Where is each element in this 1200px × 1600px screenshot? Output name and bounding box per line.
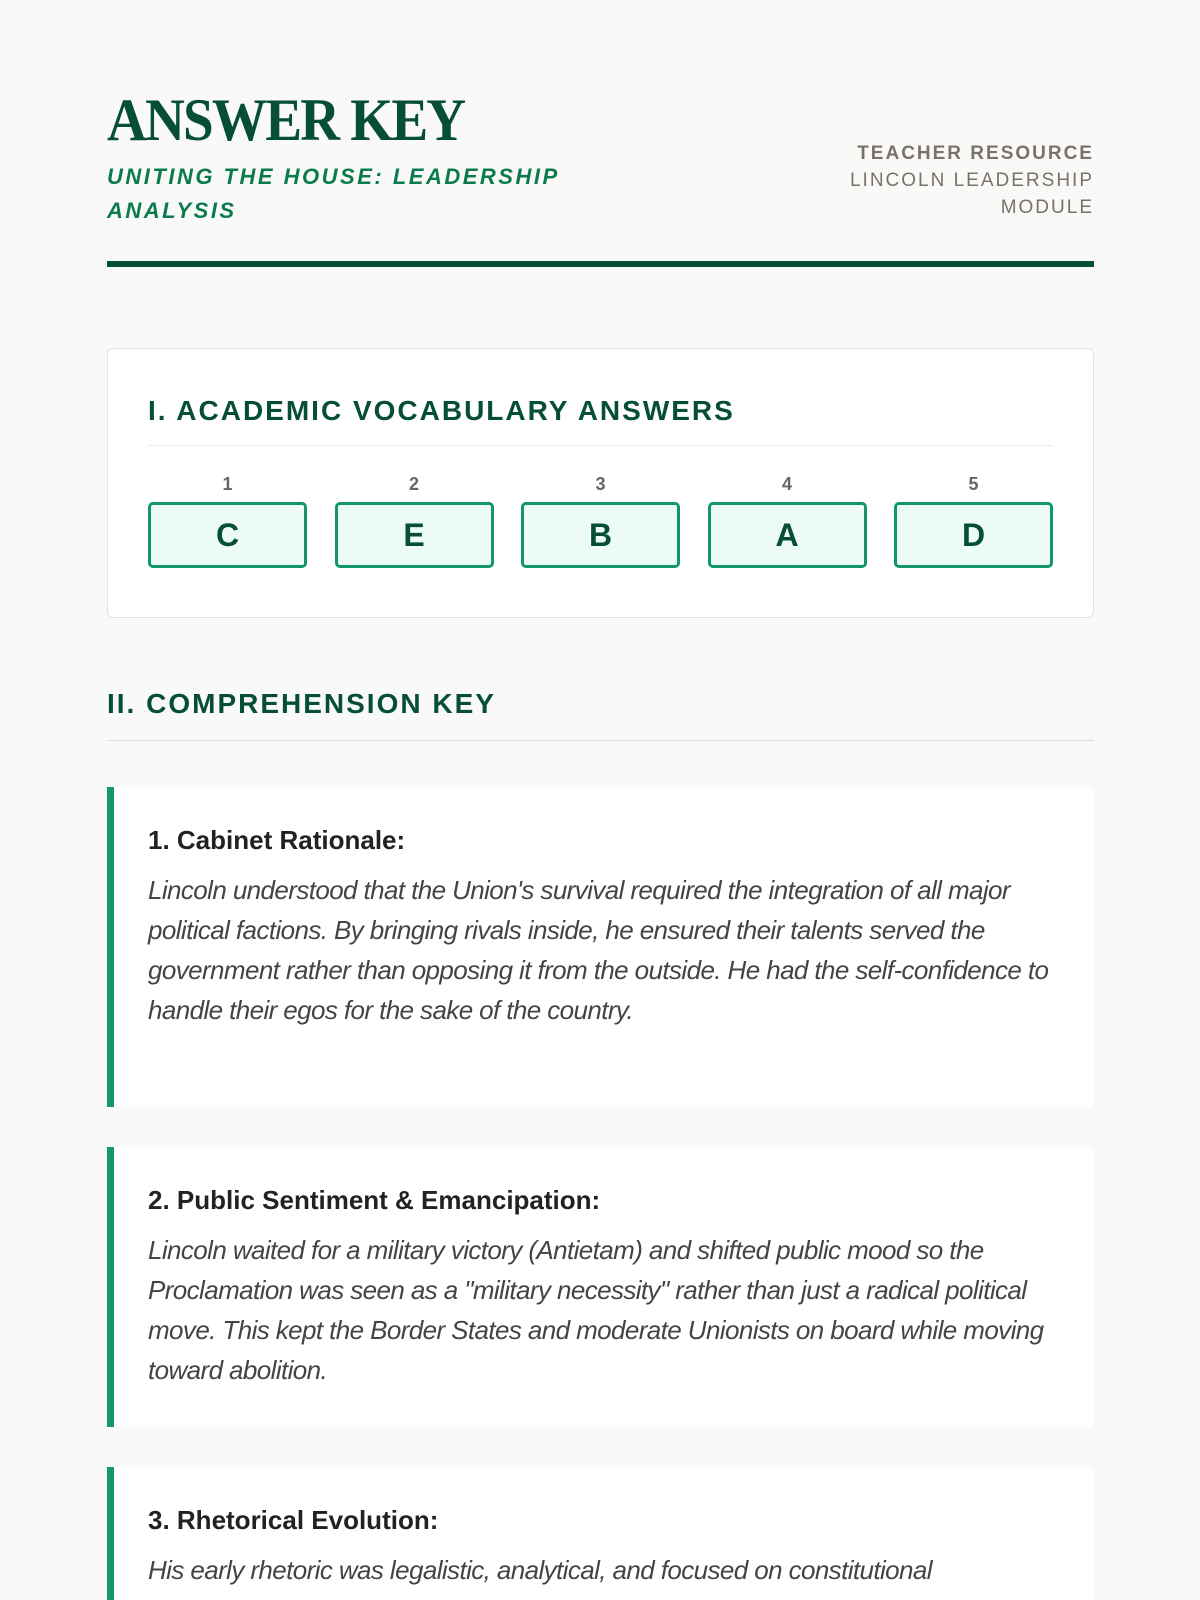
meta-label: TEACHER RESOURCE bbox=[857, 143, 1094, 164]
vocab-answer bbox=[708, 474, 867, 568]
card-title: 2. Public Sentiment & Emancipation: bbox=[148, 1185, 601, 1215]
page-title: ANSWER KEY bbox=[107, 87, 465, 153]
vocab-answer bbox=[335, 474, 494, 568]
card-text: Lincoln waited for a military victory (Antietam) and shifted public mood so the Proclamation was seen as a "military necessity" rather than just a radical political move. This kept the Border States and moderate Unionists on board while moving toward abolition. bbox=[148, 1235, 1044, 1385]
meta-module: LINCOLN LEADERSHIP MODULE bbox=[849, 170, 1094, 218]
comprehension-card bbox=[107, 787, 1094, 1107]
answer-box: A bbox=[708, 502, 867, 568]
card-text: Lincoln understood that the Union's survival required the integration of all major political factions. By bringing rivals inside, he ensured their talents served the government rather than opposing it from the outside. He had the self-confidence to handle their egos for the sake of the country. bbox=[148, 875, 1049, 1025]
vocab-section bbox=[107, 348, 1094, 618]
answer-box: E bbox=[335, 502, 494, 568]
comprehension-heading: II. COMPREHENSION KEY bbox=[107, 688, 496, 719]
vocab-answer bbox=[521, 474, 680, 568]
vocab-answer bbox=[148, 474, 307, 568]
comprehension-card bbox=[107, 1467, 1094, 1600]
page-subtitle: UNITING THE HOUSE: LEADERSHIP ANALYSIS bbox=[107, 164, 559, 223]
answer-number: 4 bbox=[781, 474, 792, 494]
comprehension-card bbox=[107, 1147, 1094, 1427]
answer-number: 3 bbox=[595, 474, 606, 494]
comprehension-header bbox=[107, 688, 1094, 741]
answer-number: 1 bbox=[222, 474, 233, 494]
vocab-answer bbox=[894, 474, 1053, 568]
answer-number: 5 bbox=[968, 474, 979, 494]
meta-info bbox=[824, 140, 1094, 221]
answer-box: B bbox=[521, 502, 680, 568]
answer-number: 2 bbox=[408, 474, 419, 494]
card-text: His early rhetoric was legalistic, analytical, and focused on constitutional bbox=[148, 1555, 932, 1585]
answer-box: D bbox=[894, 502, 1053, 568]
vocab-heading: I. ACADEMIC VOCABULARY ANSWERS bbox=[148, 395, 1053, 446]
card-title: 1. Cabinet Rationale: bbox=[148, 825, 406, 855]
vocab-answers bbox=[148, 474, 1053, 568]
card-title: 3. Rhetorical Evolution: bbox=[148, 1505, 439, 1535]
header-divider bbox=[107, 261, 1094, 267]
header bbox=[107, 88, 1094, 268]
answer-box: C bbox=[148, 502, 307, 568]
